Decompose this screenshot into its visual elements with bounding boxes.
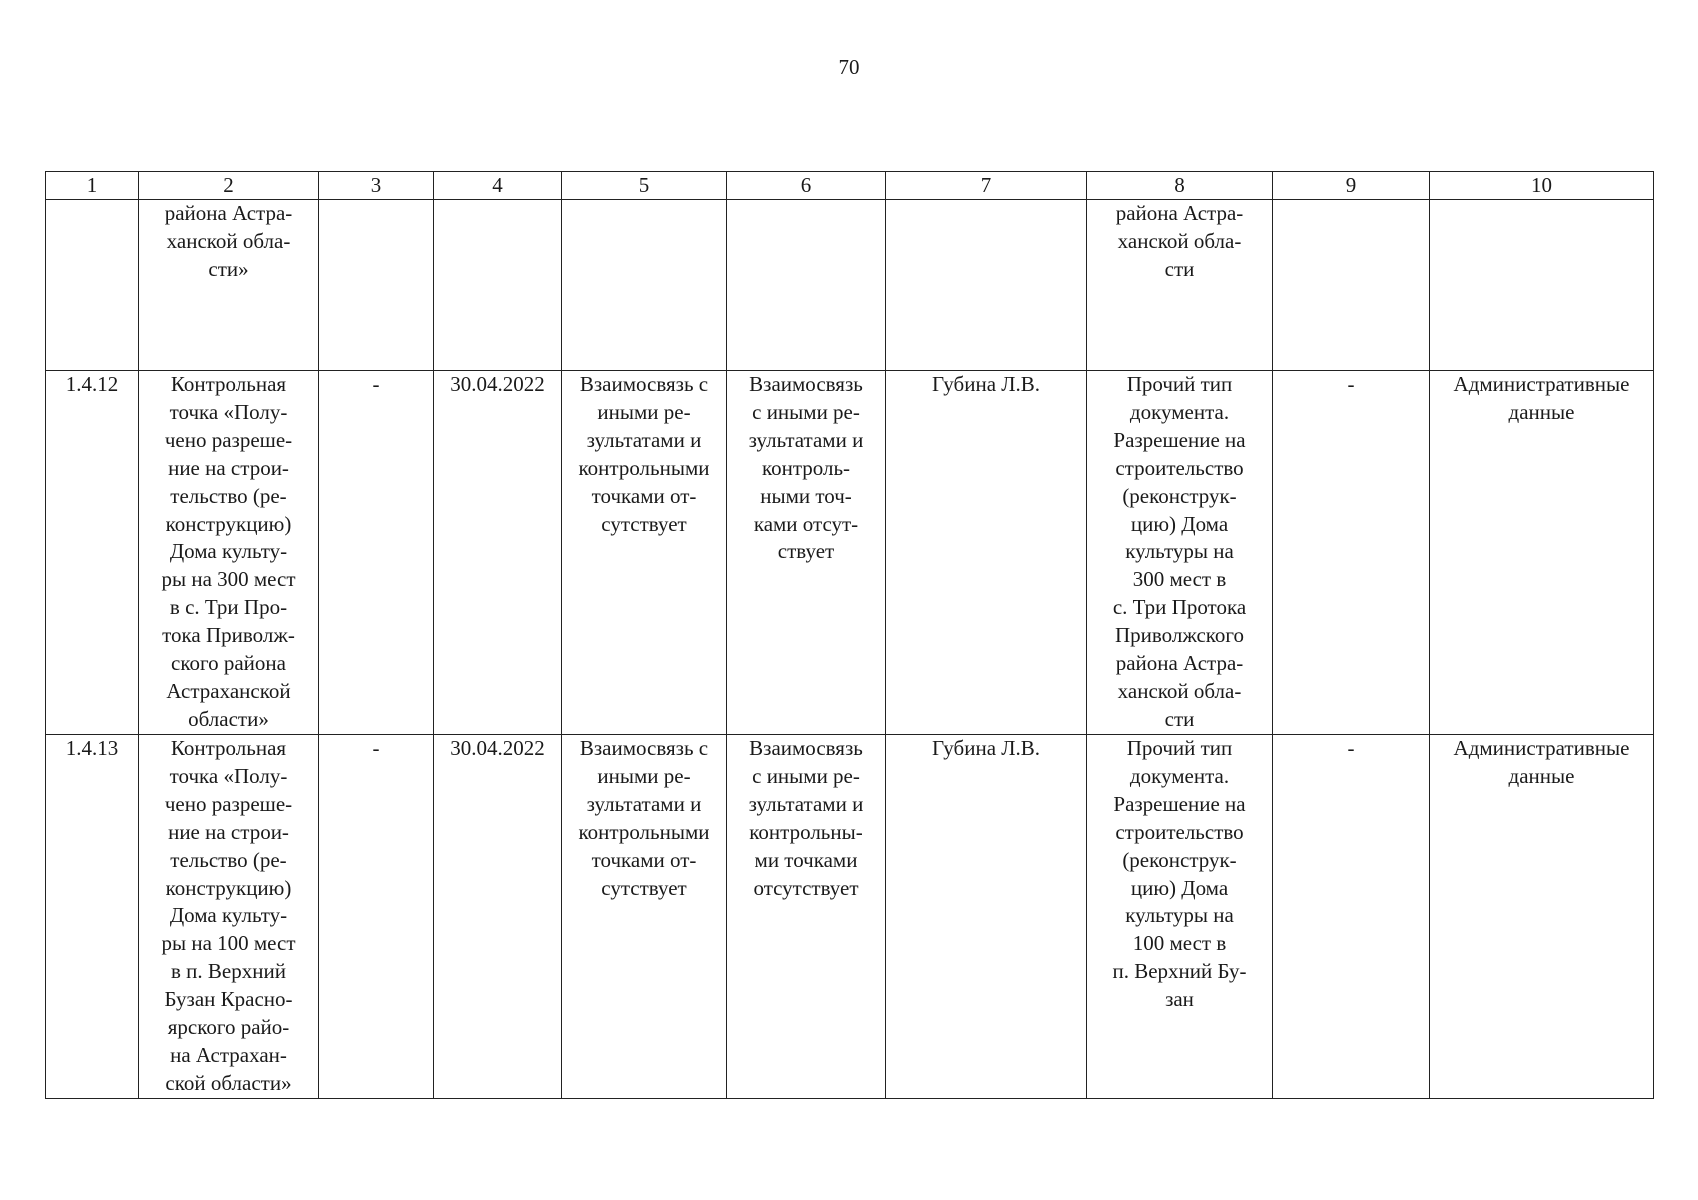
column-header: 2 <box>139 172 319 200</box>
table-cell <box>727 200 886 371</box>
table-cell: - <box>1273 371 1430 735</box>
document-type-cell: района Астра- ханской обла- сти <box>1087 200 1273 371</box>
table-cell <box>319 200 434 371</box>
table-cell: Взаимосвязь с иными ре- зультатами и контроль- ными точ- ками отсут- ствует <box>727 371 886 735</box>
column-number-row <box>46 172 1654 200</box>
responsible-cell: Губина Л.В. <box>886 371 1087 735</box>
row-number-cell: 1.4.12 <box>46 371 139 735</box>
document-type-cell: Прочий тип документа. Разрешение на строительство (реконструк- цию) Дома культуры на 100 мест в п. Верхний Бу- зан <box>1087 735 1273 1099</box>
column-header: 5 <box>562 172 727 200</box>
date-cell: 30.04.2022 <box>434 735 562 1099</box>
row-number-cell: 1.4.13 <box>46 735 139 1099</box>
responsible-cell: Губина Л.В. <box>886 735 1087 1099</box>
data-source-cell: Административные данные <box>1430 735 1654 1099</box>
table-row <box>46 371 1654 735</box>
table-cell <box>1273 200 1430 371</box>
column-header: 4 <box>434 172 562 200</box>
table-cell: Взаимосвязь с иными ре- зультатами и контрольны- ми точками отсутствует <box>727 735 886 1099</box>
table-cell: - <box>1273 735 1430 1099</box>
table-cell: Взаимосвязь с иными ре- зультатами и контрольными точками от- сутствует <box>562 371 727 735</box>
milestone-cell: района Астра- ханской обла- сти» <box>139 200 319 371</box>
milestone-cell: Контрольная точка «Полу- чено разреше- ние на строи- тельство (ре- конструкцию) Дома культу- ры на 100 мест в п. Верхний Бузан Красно- ярского райо- на Астрахан- ской области» <box>139 735 319 1099</box>
responsible-cell <box>886 200 1087 371</box>
document-type-cell: Прочий тип документа. Разрешение на строительство (реконструк- цию) Дома культуры на 300 мест в с. Три Протока Приволжского района Астра- ханской обла- сти <box>1087 371 1273 735</box>
date-cell: 30.04.2022 <box>434 371 562 735</box>
column-header: 1 <box>46 172 139 200</box>
column-header: 3 <box>319 172 434 200</box>
row-number-cell <box>46 200 139 371</box>
column-header: 10 <box>1430 172 1654 200</box>
page-number: 70 <box>838 55 860 79</box>
data-source-cell <box>1430 200 1654 371</box>
column-header: 8 <box>1087 172 1273 200</box>
column-header: 7 <box>886 172 1087 200</box>
milestone-cell: Контрольная точка «Полу- чено разреше- ние на строи- тельство (ре- конструкцию) Дома культу- ры на 300 мест в с. Три Про- тока Приволж- ского района Астраханской области» <box>139 371 319 735</box>
table-cell: Взаимосвязь с иными ре- зультатами и контрольными точками от- сутствует <box>562 735 727 1099</box>
table-cell <box>562 200 727 371</box>
results-table <box>45 171 1654 1099</box>
table-row <box>46 200 1654 371</box>
table-row <box>46 735 1654 1099</box>
column-header: 6 <box>727 172 886 200</box>
table-cell: - <box>319 371 434 735</box>
data-source-cell: Административные данные <box>1430 371 1654 735</box>
column-header: 9 <box>1273 172 1430 200</box>
date-cell <box>434 200 562 371</box>
table-cell: - <box>319 735 434 1099</box>
